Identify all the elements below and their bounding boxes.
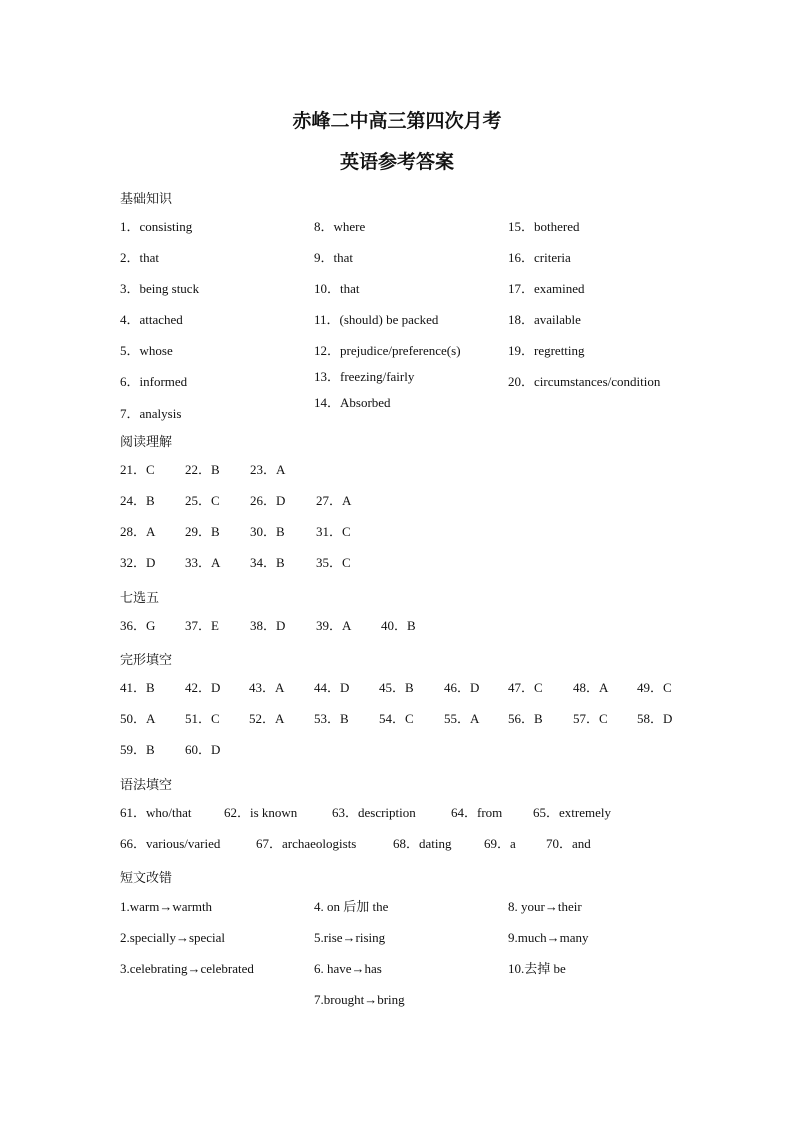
answer-item: 46．D [444, 680, 480, 695]
answer-item: 66．various/varied [120, 836, 221, 851]
section-heading-correction: 短文改错 [120, 870, 173, 885]
answer-item: 64．from [451, 805, 503, 820]
answer-item: 11．(should) be packed [314, 312, 439, 327]
answer-item: 26．D [250, 493, 286, 508]
answer-item: 45．B [379, 680, 414, 695]
answer-item: 50．A [120, 711, 156, 726]
section-heading-cloze: 完形填空 [120, 652, 173, 667]
section-heading-grammar: 语法填空 [120, 777, 173, 792]
answer-item: 2.specially→special [120, 930, 226, 945]
section-heading-seven: 七选五 [120, 590, 160, 605]
answer-item: 21．C [120, 462, 155, 477]
answer-item: 61．who/that [120, 805, 192, 820]
answer-item: 37．E [185, 618, 219, 633]
answer-item: 17．examined [508, 281, 585, 296]
answer-item: 25．C [185, 493, 220, 508]
answer-item: 28．A [120, 524, 156, 539]
section-heading-reading: 阅读理解 [120, 434, 173, 449]
answer-item: 9．that [314, 250, 353, 265]
answer-item: 38．D [250, 618, 286, 633]
answer-item: 4. on 后加 the [314, 899, 389, 914]
answer-item: 29．B [185, 524, 220, 539]
answer-item: 40．B [381, 618, 416, 633]
answer-item: 5.rise→rising [314, 930, 386, 945]
answer-item: 14．Absorbed [314, 395, 391, 410]
answer-item: 34．B [250, 555, 285, 570]
answer-item: 44．D [314, 680, 350, 695]
answer-item: 41．B [120, 680, 155, 695]
answer-item: 13．freezing/fairly [314, 369, 415, 384]
answer-item: 52．A [249, 711, 285, 726]
answer-item: 58．D [637, 711, 673, 726]
answer-item: 5．whose [120, 343, 173, 358]
answer-item: 31．C [316, 524, 351, 539]
answer-item: 23．A [250, 462, 286, 477]
answer-item: 10．that [314, 281, 360, 296]
answer-item: 43．A [249, 680, 285, 695]
answer-item: 6. have→has [314, 961, 382, 976]
answer-item: 57．C [573, 711, 608, 726]
answer-item: 20．circumstances/condition [508, 374, 661, 389]
answer-item: 65．extremely [533, 805, 611, 820]
answer-item: 24．B [120, 493, 155, 508]
answer-item: 67．archaeologists [256, 836, 357, 851]
answer-item: 7．analysis [120, 406, 182, 421]
answer-item: 12．prejudice/preference(s) [314, 343, 461, 358]
answer-item: 6．informed [120, 374, 188, 389]
answer-item: 1.warm→warmth [120, 899, 213, 914]
answer-item: 8．where [314, 219, 366, 234]
answer-item: 18．available [508, 312, 581, 327]
answer-item: 51．C [185, 711, 220, 726]
answer-item: 9.much→many [508, 930, 589, 945]
answer-item: 7.brought→bring [314, 992, 405, 1007]
answer-item: 22．B [185, 462, 220, 477]
answer-item: 56．B [508, 711, 543, 726]
answer-item: 4．attached [120, 312, 183, 327]
answer-item: 1．consisting [120, 219, 193, 234]
answer-item: 63．description [332, 805, 416, 820]
answer-item: 8. your→their [508, 899, 582, 914]
answer-item: 30．B [250, 524, 285, 539]
answer-item: 70．and [546, 836, 591, 851]
answer-item: 27．A [316, 493, 352, 508]
answer-item: 49．C [637, 680, 672, 695]
answer-item: 35．C [316, 555, 351, 570]
answer-item: 39．A [316, 618, 352, 633]
answer-item: 3．being stuck [120, 281, 200, 296]
answer-item: 19．regretting [508, 343, 585, 358]
answer-item: 16．criteria [508, 250, 571, 265]
answer-item: 68．dating [393, 836, 452, 851]
answer-item: 53．B [314, 711, 349, 726]
answer-item: 2．that [120, 250, 159, 265]
answer-item: 42．D [185, 680, 221, 695]
answer-item: 60．D [185, 742, 221, 757]
answer-item: 62．is known [224, 805, 298, 820]
answer-item: 48．A [573, 680, 609, 695]
answer-item: 10.去掉 be [508, 961, 566, 976]
answer-item: 32．D [120, 555, 156, 570]
answer-item: 3.celebrating→celebrated [120, 961, 254, 976]
answer-item: 15．bothered [508, 219, 580, 234]
answer-item: 36．G [120, 618, 156, 633]
answer-item: 54．C [379, 711, 414, 726]
answer-item: 33．A [185, 555, 221, 570]
section-heading-basic: 基础知识 [120, 191, 173, 206]
answer-item: 55．A [444, 711, 480, 726]
page-subtitle: 英语参考答案 [339, 152, 454, 173]
page-title: 赤峰二中高三第四次月考 [292, 111, 502, 132]
answer-item: 59．B [120, 742, 155, 757]
answer-item: 47．C [508, 680, 543, 695]
answer-item: 69．a [484, 836, 516, 851]
